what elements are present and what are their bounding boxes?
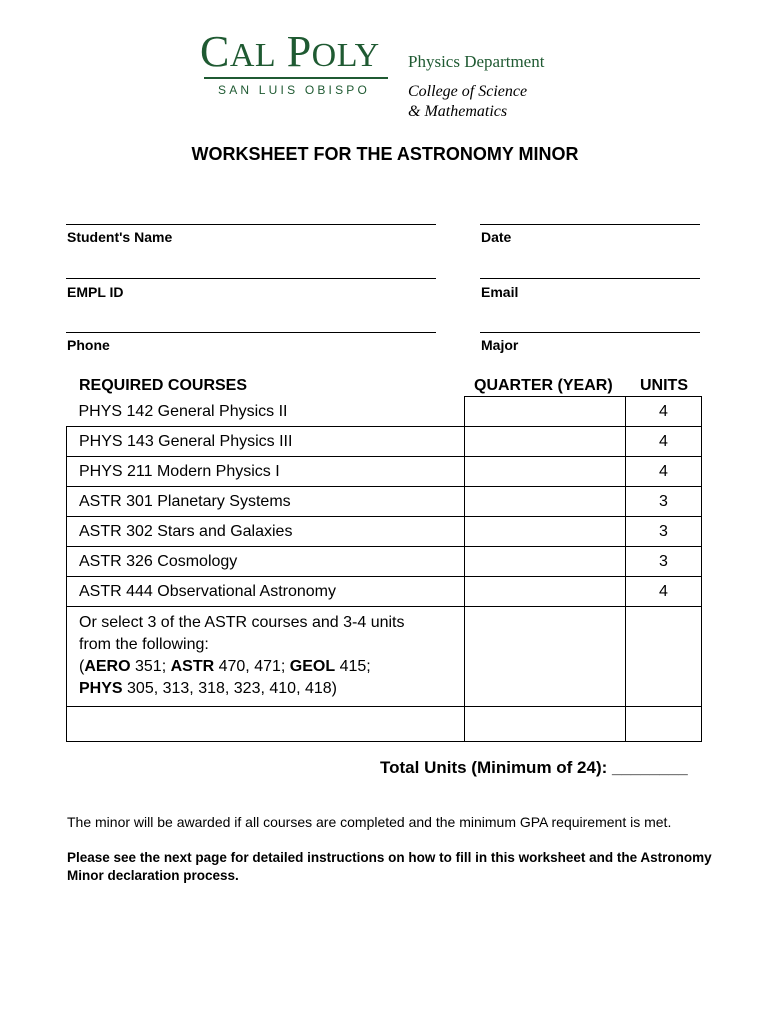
units-cell: 4: [626, 457, 702, 487]
astr-prefix: ASTR: [170, 658, 215, 675]
course-name: ASTR 326 Cosmology: [67, 547, 465, 577]
logo-name: CAL POLY: [200, 27, 380, 76]
course-name: ASTR 301 Planetary Systems: [67, 487, 465, 517]
courses-table: [66, 396, 702, 742]
elective-line-4: [79, 678, 464, 700]
geol-prefix: GEOL: [289, 658, 336, 675]
table-row: [67, 397, 702, 427]
units-cell[interactable]: [626, 707, 702, 742]
geol-numbers: 415;: [335, 658, 371, 675]
paren-open: (: [79, 658, 85, 675]
date-label: Date: [481, 229, 512, 245]
gpa-note: The minor will be awarded if all courses are completed and the minimum GPA requirement is met.: [67, 814, 672, 830]
instructions-note: Please see the next page for detailed instructions on how to fill in this worksheet and the Astronomy Minor declaration process.: [67, 850, 712, 883]
student-name-label: Student's Name: [67, 229, 173, 245]
elective-row: [67, 607, 702, 707]
course-name: PHYS 142 General Physics II: [67, 397, 465, 427]
date-line[interactable]: [480, 224, 700, 225]
table-row: [67, 457, 702, 487]
quarter-cell[interactable]: [465, 427, 626, 457]
quarter-cell[interactable]: [465, 607, 626, 707]
header-required-courses: REQUIRED COURSES: [79, 377, 248, 394]
logo-subtitle: SAN LUIS OBISPO: [218, 83, 371, 97]
course-name: PHYS 211 Modern Physics I: [67, 457, 465, 487]
table-row: [67, 517, 702, 547]
table-row: [67, 547, 702, 577]
elective-course-cell[interactable]: [67, 707, 465, 742]
worksheet-title: WORKSHEET FOR THE ASTRONOMY MINOR: [191, 144, 579, 164]
astr-numbers: 470, 471;: [214, 658, 290, 675]
quarter-cell[interactable]: [465, 517, 626, 547]
major-label: Major: [481, 337, 519, 353]
units-cell: 3: [626, 487, 702, 517]
elective-line-2: from the following:: [79, 636, 209, 653]
quarter-cell[interactable]: [465, 547, 626, 577]
units-cell: 4: [626, 397, 702, 427]
logo-wordmark: [200, 27, 380, 78]
total-units: Total Units (Minimum of 24): ________: [380, 758, 688, 777]
phone-line[interactable]: [66, 332, 436, 333]
email-line[interactable]: [480, 278, 700, 279]
units-cell: 3: [626, 547, 702, 577]
units-cell[interactable]: [626, 607, 702, 707]
department-name: Physics Department: [408, 52, 545, 71]
course-name: PHYS 143 General Physics III: [67, 427, 465, 457]
logo-rule: [204, 77, 388, 79]
quarter-cell[interactable]: [465, 457, 626, 487]
empl-id-line[interactable]: [66, 278, 436, 279]
aero-prefix: AERO: [84, 658, 131, 675]
header-units: UNITS: [640, 377, 688, 394]
major-line[interactable]: [480, 332, 700, 333]
phys-numbers: 305, 313, 318, 323, 410, 418): [122, 680, 337, 697]
college-line-1: College of Science: [408, 83, 528, 100]
units-cell: 3: [626, 517, 702, 547]
elective-description: [67, 607, 465, 707]
quarter-cell[interactable]: [465, 487, 626, 517]
table-row: [67, 577, 702, 607]
header-quarter: QUARTER (YEAR): [474, 377, 613, 394]
table-row: [67, 427, 702, 457]
phone-label: Phone: [67, 337, 110, 353]
course-name: ASTR 302 Stars and Galaxies: [67, 517, 465, 547]
units-cell: 4: [626, 577, 702, 607]
table-row: [67, 487, 702, 517]
quarter-cell[interactable]: [465, 397, 626, 427]
elective-line-1: Or select 3 of the ASTR courses and 3-4 units: [79, 614, 405, 631]
quarter-cell[interactable]: [465, 577, 626, 607]
elective-line-3: [79, 656, 464, 678]
phys-prefix: PHYS: [79, 680, 123, 697]
course-name: ASTR 444 Observational Astronomy: [67, 577, 465, 607]
student-name-line[interactable]: [66, 224, 436, 225]
college-name: [408, 82, 527, 116]
college-line-2: & Mathematics: [408, 103, 508, 116]
units-cell: 4: [626, 427, 702, 457]
quarter-cell[interactable]: [465, 707, 626, 742]
empl-id-label: EMPL ID: [67, 284, 124, 300]
aero-numbers: 351;: [130, 658, 171, 675]
table-row: [67, 707, 702, 742]
email-label: Email: [481, 284, 519, 300]
